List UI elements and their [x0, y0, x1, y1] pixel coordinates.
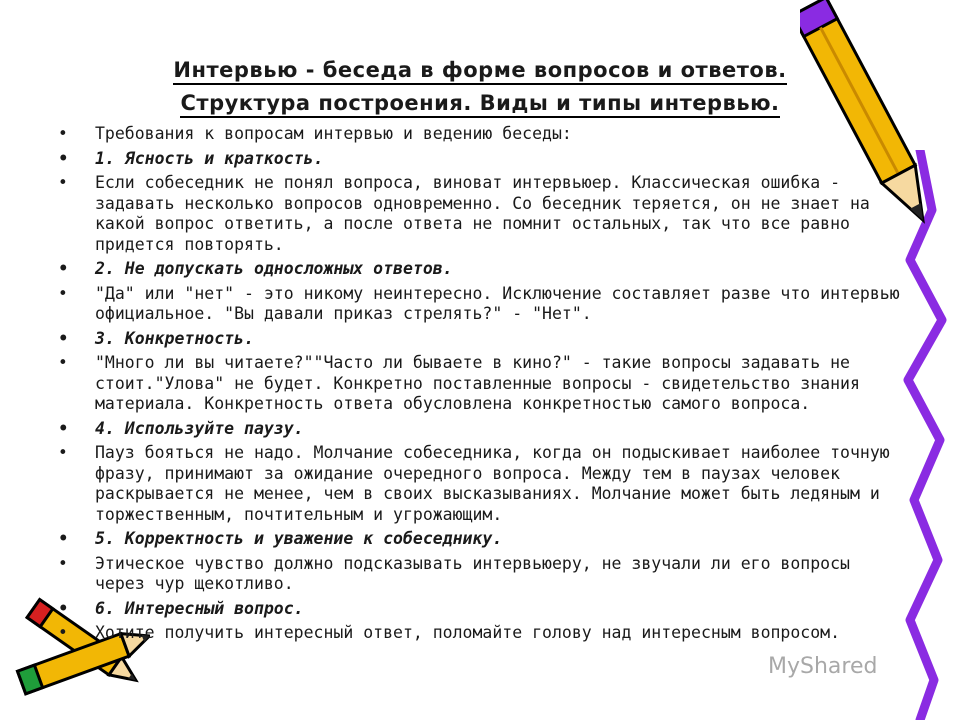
slide-title: [120, 54, 840, 120]
title-line-1: Интервью - беседа в форме вопросов и ответов.: [173, 57, 786, 85]
bullet-item: • Хотите получить интересный ответ, поломайте голову над интересным вопросом.: [58, 623, 908, 644]
bullet-item: • Пауз бояться не надо. Молчание собеседника, когда он подыскивает наиболее точную фразу, принимают за ожидание очередного вопроса. Между тем в паузах человек раскрывается не менее, чем в своих высказываниях. Молчание может быть ледяным и торжественным, почтительным и угрожающим.: [58, 443, 908, 525]
bullet-item: • Если собеседник не понял вопроса, виноват интервьюер. Классическая ошибка - задавать несколько вопросов одновременно. Со беседник теряется, он не знает на какой вопрос ответить, а после ответа не помнит остальных, так что все равно придется повторять.: [58, 173, 908, 255]
title-line-2: Структура построения. Виды и типы интервью.: [180, 90, 779, 118]
bullet-heading: • 4. Используйте паузу.: [58, 419, 908, 440]
bullet-list: [58, 124, 908, 648]
bullet-item: • "Много ли вы читаете?""Часто ли бываете в кино?" - такие вопросы задавать не стоит."Улова" не будет. Конкретно поставленные вопросы - свидетельство знания материала. Конкретность ответа обусловлена конкретностью самого вопроса.: [58, 353, 908, 415]
bullet-item: • Требования к вопросам интервью и ведению беседы:: [58, 124, 908, 145]
bullet-heading: • 3. Конкретность.: [58, 329, 908, 350]
bullet-heading: • 6. Интересный вопрос.: [58, 599, 908, 620]
bullet-heading: • 1. Ясность и краткость.: [58, 149, 908, 170]
bullet-item: • "Да" или "нет" - это никому неинтересно. Исключение составляет разве что интервью официальное. "Вы давали приказ стрелять?" - "Нет".: [58, 284, 908, 325]
watermark: MyShared: [768, 654, 878, 679]
bullet-item: • Этическое чувство должно подсказывать интервьюеру, не звучали ли его вопросы через чур щекотливо.: [58, 554, 908, 595]
bullet-heading: • 5. Корректность и уважение к собеседнику.: [58, 529, 908, 550]
bullet-heading: • 2. Не допускать односложных ответов.: [58, 259, 908, 280]
